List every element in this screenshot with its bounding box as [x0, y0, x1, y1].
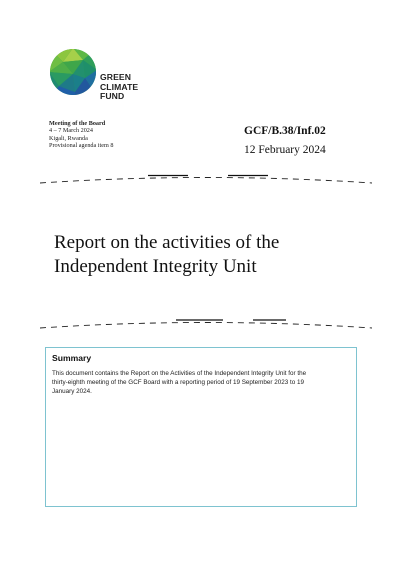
meeting-info — [49, 120, 113, 149]
meeting-location: Kigali, Rwanda — [49, 134, 88, 142]
summary-line-1: This document contains the Report on the Activities of the Independent Integrity Unit for the — [52, 370, 307, 377]
logo-line-2: CLIMATE — [100, 81, 139, 92]
title-line-2: Independent Integrity Unit — [54, 255, 257, 277]
summary-heading: Summary — [52, 353, 92, 363]
gcf-globe-logo-icon — [49, 48, 97, 96]
gcf-wordmark — [100, 73, 138, 102]
document-date: 12 February 2024 — [244, 144, 326, 156]
meeting-heading: Meeting of the Board — [49, 120, 106, 127]
logo-line-3: FUND — [100, 91, 125, 102]
decorative-rule-bottom — [38, 318, 374, 332]
meeting-agenda-item: Provisional agenda item 8 — [49, 141, 114, 149]
title-line-1: Report on the activities of the — [54, 232, 280, 253]
meeting-dates: 4 – 7 March 2024 — [49, 127, 93, 135]
document-number: GCF/B.38/Inf.02 — [244, 125, 326, 137]
document-title — [54, 231, 279, 278]
summary-line-3: January 2024. — [52, 387, 92, 395]
summary-line-2: thirty-eighth meeting of the GCF Board with a reporting period of 19 September 2023 to 19 — [52, 378, 305, 386]
logo-line-1: GREEN — [100, 72, 132, 82]
summary-text — [52, 370, 352, 396]
decorative-rule-top — [38, 174, 374, 188]
